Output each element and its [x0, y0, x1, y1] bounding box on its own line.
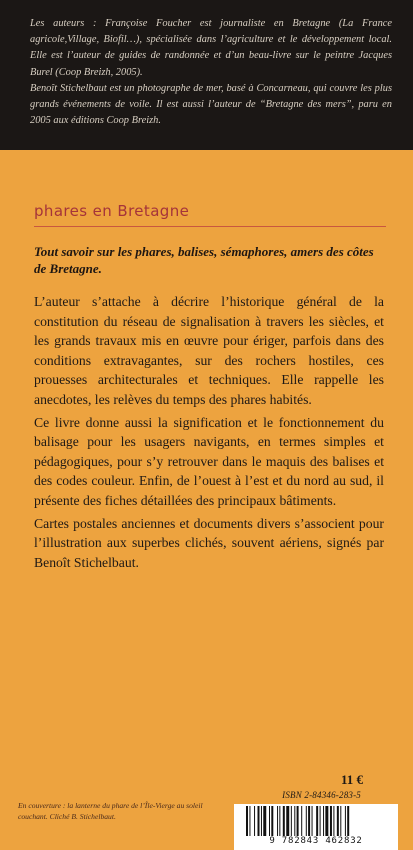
blurb: [34, 292, 384, 575]
price: 11 €: [340, 772, 363, 787]
series-divider: [34, 226, 386, 227]
series-title: phares en Bretagne: [34, 202, 190, 220]
barcode: [234, 804, 398, 850]
tagline: Tout savoir sur les phares, balises, sémaphores, amers des côtes de Bretagne.: [34, 244, 374, 276]
barcode-digits: 9 782843 462832: [269, 836, 363, 846]
authors-band: [0, 0, 413, 150]
isbn: ISBN 2-84346-283-5: [282, 790, 361, 800]
blurb-paragraph-history: L’auteur s’attache à décrire l’historique général de la constitution du réseau de signalisation à travers les siècles, et les grands travaux mis en œuvre pour ériger, parfois dans des conditions extravagantes, sur des rochers hostiles, ces prouesses architecturales et techniques. Elle rappelle les anecdotes, les relèves du temps des phares habités.: [34, 294, 384, 407]
authors-bio: [30, 16, 392, 129]
blurb-paragraph-illustrations: Cartes postales anciennes et documents divers s’associent pour l’illustration aux superbes clichés, souvent aériens, signés par Benoît Stichelbaut.: [34, 515, 384, 570]
blurb-paragraph-buoyage: Ce livre donne aussi la signification et le fonctionnement du balisage pour les usagers navigants, en termes simples et pédagogiques, pour s’y retrouver dans le maquis des balises et des codes couleur. Enfin, de l’ouest à l’est et du nord au sud, il présente des fiches détaillées des principaux bâtiments.: [34, 414, 384, 508]
authors-bio-stichelbaut: Benoît Stichelbaut est un photographe de mer, basé à Concarneau, qui couvre les plus grands événements de voile. Il est aussi l’auteur de “Bretagne des mers”, paru en 2005 aux éditions Coop Breizh.: [30, 82, 392, 127]
cover-credit: En couverture : la lanterne du phare de l’Île-Vierge au soleil couchant. Cliché B. Stichelbaut.: [18, 801, 203, 821]
authors-bio-foucher: Les auteurs : Françoise Foucher est journaliste en Bretagne (La France agricole,Village, Biofil…), spécialisée dans l’agriculture et le développement local. Elle est l’auteur de guides de randonnée et d’un beau-livre sur le peintre Jacques Burel (Coop Breizh, 2005).: [30, 18, 392, 78]
barcode-bars-icon: [244, 806, 388, 836]
